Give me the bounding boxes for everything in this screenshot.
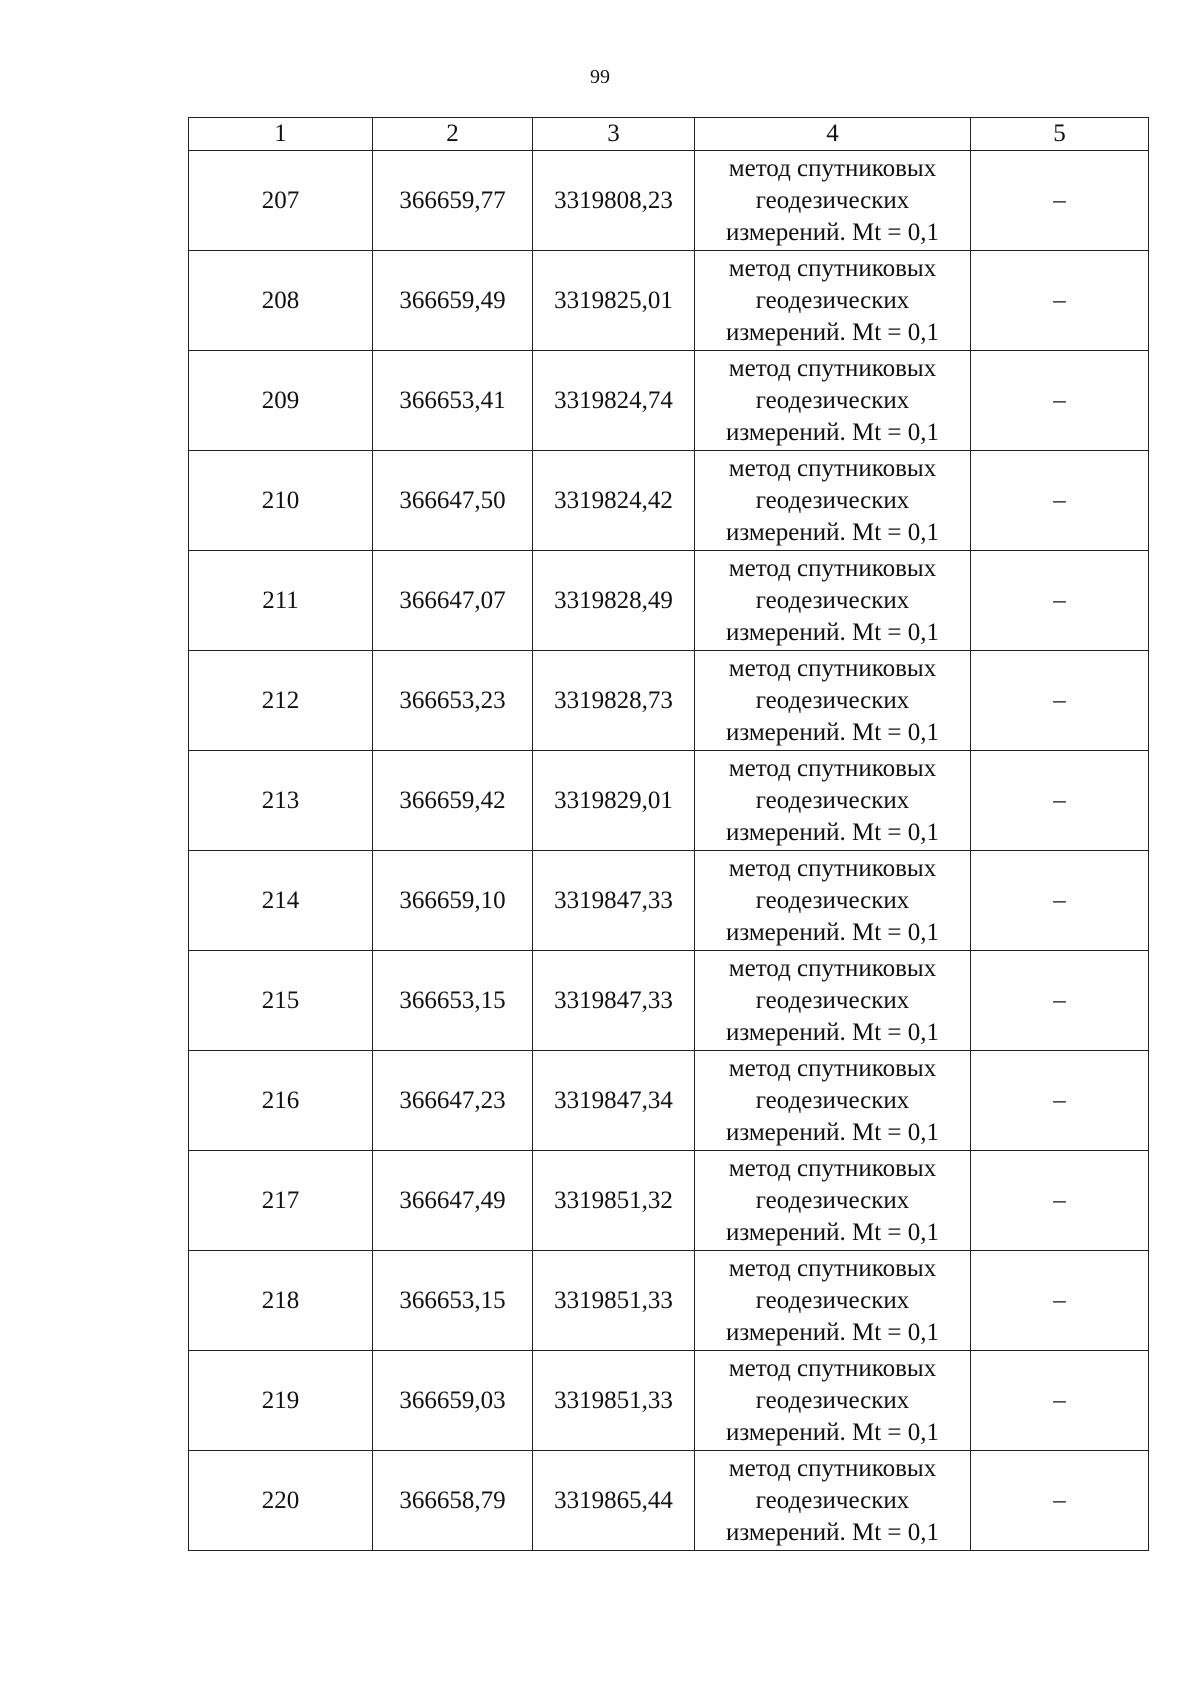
y-coordinate-cell: 3319825,01 — [533, 251, 695, 351]
note-cell: – — [971, 751, 1149, 851]
point-number-cell: 219 — [189, 1351, 373, 1451]
note-cell: – — [971, 651, 1149, 751]
x-coordinate-cell: 366653,15 — [373, 1251, 533, 1351]
table-row — [189, 1351, 1149, 1451]
table-row — [189, 951, 1149, 1051]
x-coordinate-cell: 366659,42 — [373, 751, 533, 851]
method-cell: метод спутниковых геодезических измерений. Mt = 0,1 — [695, 251, 971, 351]
y-coordinate-cell: 3319847,33 — [533, 951, 695, 1051]
table-row — [189, 551, 1149, 651]
x-coordinate-cell: 366659,03 — [373, 1351, 533, 1451]
method-cell: метод спутниковых геодезических измерений. Mt = 0,1 — [695, 751, 971, 851]
coordinates-table — [188, 117, 1149, 1551]
method-cell: метод спутниковых геодезических измерений. Mt = 0,1 — [695, 551, 971, 651]
header-col-2: 2 — [373, 118, 533, 151]
y-coordinate-cell: 3319847,34 — [533, 1051, 695, 1151]
x-coordinate-cell: 366647,07 — [373, 551, 533, 651]
table-row — [189, 651, 1149, 751]
y-coordinate-cell: 3319851,33 — [533, 1251, 695, 1351]
y-coordinate-cell: 3319851,33 — [533, 1351, 695, 1451]
table-row — [189, 451, 1149, 551]
method-cell: метод спутниковых геодезических измерений. Mt = 0,1 — [695, 351, 971, 451]
header-col-4: 4 — [695, 118, 971, 151]
x-coordinate-cell: 366653,23 — [373, 651, 533, 751]
method-cell: метод спутниковых геодезических измерений. Mt = 0,1 — [695, 1451, 971, 1551]
table-row — [189, 251, 1149, 351]
method-cell: метод спутниковых геодезических измерений. Mt = 0,1 — [695, 1051, 971, 1151]
method-cell: метод спутниковых геодезических измерений. Mt = 0,1 — [695, 1151, 971, 1251]
note-cell: – — [971, 951, 1149, 1051]
header-col-3: 3 — [533, 118, 695, 151]
point-number-cell: 210 — [189, 451, 373, 551]
y-coordinate-cell: 3319828,49 — [533, 551, 695, 651]
table-row — [189, 851, 1149, 951]
table-body — [189, 151, 1149, 1551]
point-number-cell: 214 — [189, 851, 373, 951]
y-coordinate-cell: 3319851,32 — [533, 1151, 695, 1251]
point-number-cell: 220 — [189, 1451, 373, 1551]
method-cell: метод спутниковых геодезических измерений. Mt = 0,1 — [695, 451, 971, 551]
table-row — [189, 1151, 1149, 1251]
note-cell: – — [971, 351, 1149, 451]
x-coordinate-cell: 366659,49 — [373, 251, 533, 351]
table-row — [189, 1451, 1149, 1551]
y-coordinate-cell: 3319824,42 — [533, 451, 695, 551]
y-coordinate-cell: 3319824,74 — [533, 351, 695, 451]
note-cell: – — [971, 1451, 1149, 1551]
table-row — [189, 351, 1149, 451]
note-cell: – — [971, 1051, 1149, 1151]
y-coordinate-cell: 3319829,01 — [533, 751, 695, 851]
note-cell: – — [971, 551, 1149, 651]
point-number-cell: 215 — [189, 951, 373, 1051]
x-coordinate-cell: 366659,77 — [373, 151, 533, 251]
table-row — [189, 1051, 1149, 1151]
x-coordinate-cell: 366653,15 — [373, 951, 533, 1051]
note-cell: – — [971, 251, 1149, 351]
point-number-cell: 217 — [189, 1151, 373, 1251]
table-row — [189, 751, 1149, 851]
table-row — [189, 1251, 1149, 1351]
note-cell: – — [971, 151, 1149, 251]
x-coordinate-cell: 366658,79 — [373, 1451, 533, 1551]
note-cell: – — [971, 1351, 1149, 1451]
y-coordinate-cell: 3319865,44 — [533, 1451, 695, 1551]
table-header — [189, 118, 1149, 151]
method-cell: метод спутниковых геодезических измерений. Mt = 0,1 — [695, 651, 971, 751]
x-coordinate-cell: 366647,23 — [373, 1051, 533, 1151]
method-cell: метод спутниковых геодезических измерений. Mt = 0,1 — [695, 151, 971, 251]
x-coordinate-cell: 366647,50 — [373, 451, 533, 551]
note-cell: – — [971, 1151, 1149, 1251]
point-number-cell: 213 — [189, 751, 373, 851]
header-col-1: 1 — [189, 118, 373, 151]
page-number: 99 — [590, 66, 610, 88]
note-cell: – — [971, 851, 1149, 951]
point-number-cell: 209 — [189, 351, 373, 451]
point-number-cell: 211 — [189, 551, 373, 651]
method-cell: метод спутниковых геодезических измерений. Mt = 0,1 — [695, 1251, 971, 1351]
x-coordinate-cell: 366647,49 — [373, 1151, 533, 1251]
y-coordinate-cell: 3319828,73 — [533, 651, 695, 751]
note-cell: – — [971, 451, 1149, 551]
point-number-cell: 208 — [189, 251, 373, 351]
header-col-5: 5 — [971, 118, 1149, 151]
point-number-cell: 212 — [189, 651, 373, 751]
point-number-cell: 218 — [189, 1251, 373, 1351]
method-cell: метод спутниковых геодезических измерений. Mt = 0,1 — [695, 851, 971, 951]
note-cell: – — [971, 1251, 1149, 1351]
point-number-cell: 207 — [189, 151, 373, 251]
y-coordinate-cell: 3319808,23 — [533, 151, 695, 251]
table-row — [189, 151, 1149, 251]
y-coordinate-cell: 3319847,33 — [533, 851, 695, 951]
header-row — [189, 118, 1149, 151]
method-cell: метод спутниковых геодезических измерений. Mt = 0,1 — [695, 1351, 971, 1451]
x-coordinate-cell: 366659,10 — [373, 851, 533, 951]
method-cell: метод спутниковых геодезических измерений. Mt = 0,1 — [695, 951, 971, 1051]
x-coordinate-cell: 366653,41 — [373, 351, 533, 451]
point-number-cell: 216 — [189, 1051, 373, 1151]
